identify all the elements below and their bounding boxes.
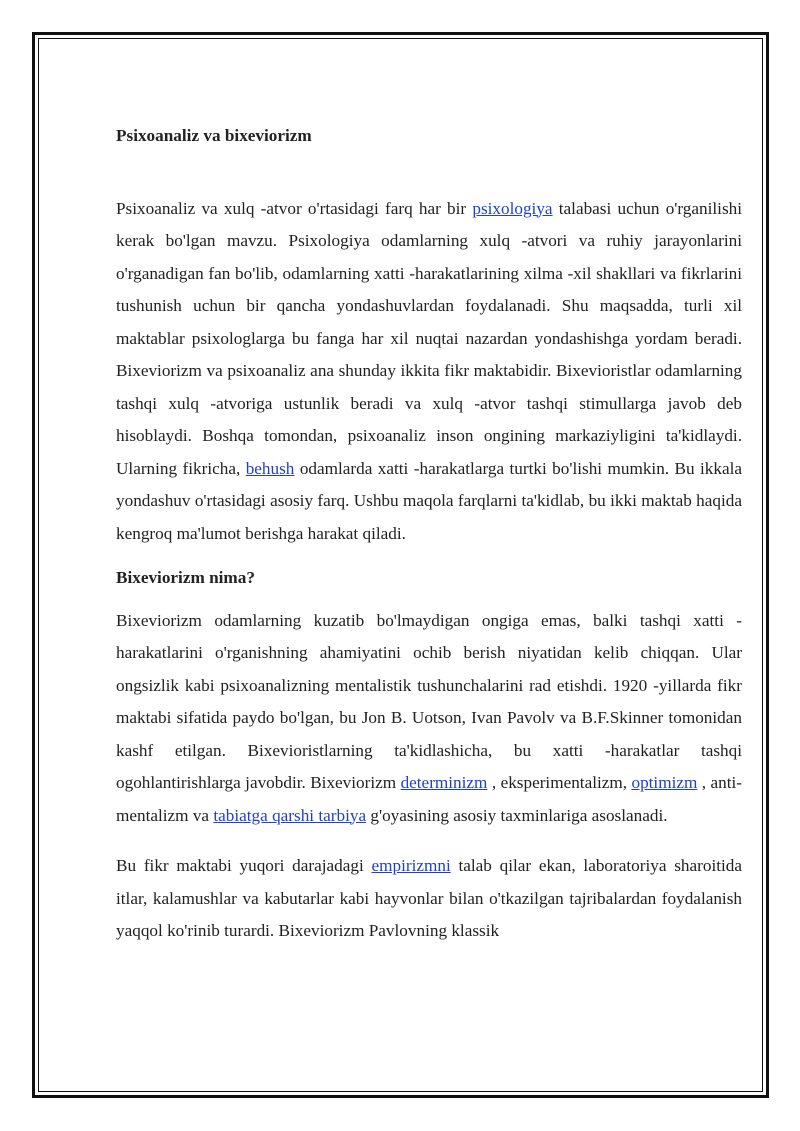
link-determinizm[interactable]: determinizm [400, 773, 488, 792]
link-empirizmni[interactable]: empirizmni [371, 856, 451, 875]
intro-text-2: talabasi uchun o'rganilishi kerak bo'lgan mavzu. Psixologiya odamlarning xulq -atvori va ruhiy jarayonlarini o'rganadigan fan bo'lib, odamlarning xatti -harakatlarining xilma -xil shakllari va fikrlarini tushunish uchun bir qancha yondashuvlardan foydalanadi. Shu maqsadda, turli xil maktablar psixologlarga bu fanga har xil nuqtai nazardan yondashishga yordam beradi. Bixeviorizm va psixoanaliz ana shunday ikkita fikr maktabidir. Bixevioristlar odamlarning tashqi xulq -atvoriga ustunlik beradi va xulq -atvor tashqi stimullarga javob deb hisoblaydi. Boshqa tomondan, psixoanaliz inson ongining markaziyligini ta'kidlaydi. Ularning fikricha, [116, 198, 742, 478]
document-title: Psixoanaliz va bixeviorizm [116, 126, 312, 145]
link-tabiatga-qarshi-tarbiya[interactable]: tabiatga qarshi tarbiya [213, 805, 367, 825]
para3-text-2: talab qilar ekan, laboratoriya sharoitida itlar, kalamushlar va kabutarlar kabi hayvonlar bilan o'tkazilgan tajribalardan foydalanish yaqqol ko'rinib turardi. Bixeviorizm Pavlovning klassik [116, 856, 742, 940]
intro-paragraph [116, 193, 742, 551]
intro-text-3: odamlarda xatti -harakatlarga turtki bo'lishi mumkin. Bu ikkala yondashuv o'rtasidagi asosiy farq. Ushbu maqola farqlarni ta'kidlab, bu ikki maktab haqida kengroq ma'lumot berishga harakat qiladi. [116, 458, 742, 543]
para2-text-4: g'oyasining asosiy taxminlariga asoslanadi. [366, 805, 668, 825]
para2-text-1: Bixeviorizm odamlarning kuzatib bo'lmaydigan ongiga emas, balki tashqi xatti -harakatlarini o'rganishning ahamiyatini ochib berish niyatidan kelib chiqqan. Ular ongsizlik kabi psixoanalizning mentalistik tushunchalarini rad etishdi. 1920 -yillarda fikr maktabi sifatida paydo bo'lgan, bu Jon B. Uotson, Ivan Pavolv va B.F.Skinner tomonidan kashf etilgan. Bixevioristlarning ta'kidlashicha, bu xatti -harakatlar tashqi ogohlantirishlarga javobdir. Bixeviorizm [116, 610, 742, 792]
intro-text-1: Psixoanaliz va xulq -atvor o'rtasidagi farq har bir [116, 198, 473, 218]
section-heading: Bixeviorizm nima? [116, 568, 255, 587]
link-optimizm[interactable]: optimizm [631, 773, 698, 792]
section-paragraph-2 [116, 850, 742, 948]
document-body [116, 120, 742, 948]
para2-text-2: , eksperimentalizm, [487, 773, 632, 792]
para2-text-3: , anti-mentalizm va [116, 773, 742, 825]
link-behush[interactable]: behush [245, 458, 295, 478]
link-psixologiya[interactable]: psixologiya [472, 198, 553, 218]
section-paragraph-1 [116, 605, 742, 833]
para3-text-1: Bu fikr maktabi yuqori darajadagi [116, 856, 372, 875]
